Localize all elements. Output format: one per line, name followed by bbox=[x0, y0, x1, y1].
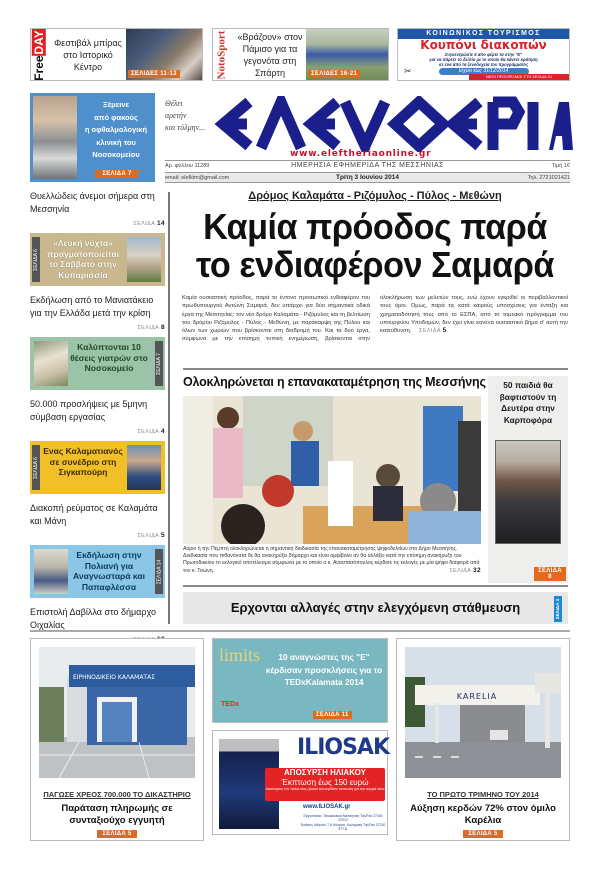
coupon-line2: για να πάρετε το δελτίο με το οποίο θα κάνετε κράτηση bbox=[429, 57, 538, 62]
tedx-logo: TEDx bbox=[221, 701, 239, 708]
column-divider bbox=[168, 192, 170, 624]
main-story-kicker[interactable]: Δρόμος Καλαμάτα - Ριζόμυλος - Πύλος - Μεθώνη bbox=[248, 190, 502, 202]
iliosak-ad[interactable] bbox=[212, 730, 388, 835]
brief-item[interactable]: Επιστολή Δαβίλλα στο δήμαρχο Οιχαλίας bbox=[30, 607, 156, 630]
issue-number: Αρ. φύλλου 11289 bbox=[165, 163, 210, 169]
eye-clinic-text: Ξέμεινε από φακούς η οφθαλμολογική κλινική του Νοσοκομείου bbox=[84, 100, 148, 159]
scissors-icon: ✂ bbox=[404, 66, 412, 76]
court-story[interactable] bbox=[30, 638, 204, 841]
divider bbox=[183, 585, 568, 587]
page-tag: ΣΕΛΙΔΑ 4 bbox=[554, 596, 562, 622]
iliosak-url[interactable]: www.ILIOSAK.gr bbox=[303, 804, 351, 810]
divider bbox=[30, 630, 570, 632]
man-photo bbox=[127, 445, 161, 490]
email[interactable]: email: elefklm@gmail.com bbox=[165, 175, 230, 181]
coupon-valid: Ισχύει έως 31/12/2014 bbox=[439, 68, 529, 75]
teaser-freeday[interactable] bbox=[30, 28, 203, 81]
coupon-footer: ΝΕΟΙ ΠΡΟΟΡΙΣΜΟΙ ΣΤΗ ΣΕΛΙΔΑ 21 bbox=[469, 74, 569, 80]
brief-item[interactable]: 50.000 προσλήψεις με 5μηνη σύμβαση εργασίας ΣΕΛΙΔΑ 4 bbox=[30, 399, 165, 435]
priest-portrait bbox=[495, 440, 561, 544]
tedx-teaser[interactable] bbox=[212, 638, 388, 723]
teaser-box-poliani[interactable]: Εκδήλωση στην Πολιανή για Αναγνωσταρά και Παπαφλέσσα ΣΕΛΙΔΑ 14 bbox=[30, 545, 165, 598]
page-tag: ΣΕΛΙΔΑ 8 bbox=[534, 567, 566, 581]
teaser-notosport[interactable] bbox=[212, 28, 389, 81]
masthead-info-row bbox=[165, 160, 570, 171]
page-tag: ΣΕΛΙΔΑ 5 bbox=[97, 830, 137, 838]
festival-photo bbox=[126, 29, 202, 80]
masthead-subtitle: ΗΜΕΡΗΣΙΑ ΕΦΗΜΕΡΙΔΑ ΤΗΣ ΜΕΣΣΗΝΙΑΣ bbox=[291, 162, 444, 169]
court-kicker: ΠΑΓΩΣΕ ΧΡΕΟΣ 700.000 ΤΟ ΔΙΚΑΣΤΗΡΙΟ bbox=[43, 790, 191, 799]
masthead-date-row bbox=[165, 172, 570, 183]
hospital-photo bbox=[34, 341, 68, 386]
phone: Τηλ. 2721021421 bbox=[527, 175, 570, 181]
brief-item[interactable]: Εκδήλωση από το Μανιατάκειο για την Ελλάδα μετά την κρίση ΣΕΛΙΔΑ 8 bbox=[30, 295, 165, 331]
event-photo bbox=[34, 549, 68, 594]
website-url[interactable]: www.eleftheriaonline.gr bbox=[290, 149, 432, 159]
karelia-photo bbox=[405, 647, 561, 778]
page-tag: ΣΕΛΙΔΕΣ 11-13 bbox=[128, 70, 180, 78]
baptism-headline: 50 παιδιά θα βαφτιστούν τη Δευτέρα στην Καρποφόρα bbox=[499, 380, 557, 425]
brief-item[interactable]: Θυελλώδεις άνεμοι σήμερα στη Μεσσηνία ΣΕΛΙΔΑ 14 bbox=[30, 191, 165, 227]
price: Τιμή 1€ bbox=[551, 163, 570, 169]
left-column bbox=[30, 190, 165, 643]
limits-logo: limits bbox=[219, 645, 261, 665]
teaser-box-white-night[interactable]: ΣΕΛΙΔΑ 6 «Λευκή νύχτα» πραγματοποιείται το Σάββατο στην Κυπαρισσία bbox=[30, 233, 165, 286]
brief-item[interactable]: Διακοπή ρεύματος σε Καλαμάτα και Μάνη ΣΕΛΙΔΑ 5 bbox=[30, 503, 165, 539]
coupon-title: Κουπόνι διακοπών bbox=[420, 38, 547, 52]
page-tag: ΣΕΛΙΔΑ 7 bbox=[95, 170, 139, 178]
town-photo bbox=[127, 237, 161, 282]
teaser-box-doctors[interactable]: Καλύπτονται 10 θέσεις γιατρών στο Νοσοκομείο ΣΕΛΙΔΑ 7 bbox=[30, 337, 165, 390]
football-photo bbox=[306, 29, 388, 80]
notosport-logo: NotoSport bbox=[215, 30, 228, 79]
karelia-sign: KARELIA bbox=[456, 692, 498, 701]
newspaper-logo bbox=[213, 96, 573, 152]
recount-headline[interactable]: Ολοκληρώνεται η επανακαταμέτρηση της Μεσσήνης bbox=[183, 375, 486, 389]
coupon-ad[interactable] bbox=[397, 28, 570, 81]
eye-clinic-teaser[interactable] bbox=[30, 93, 155, 182]
baptism-story[interactable] bbox=[488, 376, 568, 583]
recount-photo bbox=[183, 396, 481, 544]
main-story-lead: Καμία ουσιαστική πρόοδος, παρά το έντονο προσωπικό ενδιαφέρον του πρωθυπουργού Αντώνη Σαμαρά, δεν υπάρχει για δύο σημαντικά οδικά έργα της Μεσσηνίας: τον νέο δρόμο Καλαμάτα - Ριζόμυλος και τη βελτίωση του δρόμου Ριζόμυλος - Πύλος - Μεθώνη, με παράκαμψη της Πύλου και όλων των χωριών που βρίσκονται στη διαδρομή του. Και τα δύο έργα, σύμφωνα με την επίσημη τυπική ενημέρωση, βρίσκονται στην ολοκλήρωση των μελετών τους, ενώ έχουν εγκριθεί οι περιβαλλοντικοί τους όροι. Ομως, παρά τις κατά καιρούς υποσχέσεις για ένταξη και χρηματοδότησή τους από το ΕΣΠΑ, από το τομεακό πρόγραμμα του υπουργείου Υποδομών, δεν έχει γίνει κανένα ουσιαστικό βήμα σ' αυτή την κατεύθυνση. ΣΕΛΙΔΑ 5 bbox=[182, 295, 568, 343]
tedx-text: 10 αναγνώστες της "Ε" κέρδισαν προσκλήσεις για το TEDxKalamata 2014 bbox=[265, 652, 383, 687]
karelia-story[interactable] bbox=[396, 638, 570, 841]
issue-date: Τρίτη 3 Ιουνίου 2014 bbox=[336, 174, 399, 181]
page-tag: ΣΕΛΙΔΕΣ 16-21 bbox=[308, 70, 360, 78]
court-sign: ΕΙΡΗΝΟΔΙΚΕΙΟ ΚΑΛΑΜΑΤΑΣ bbox=[73, 674, 155, 681]
coupon-header: ΚΟΙΝΩΝΙΚΟΣ ΤΟΥΡΙΣΜΟΣ bbox=[398, 29, 569, 39]
eye-exam-photo bbox=[33, 96, 77, 179]
iliosak-address: Εργοστάσιο: Τσουκαλέικα Μεσσηνίας Τηλ/Fax 27240 22012 Έκθεση: Αθηνών 7 & Κύπρου, Καλαμάτα Τηλ/Fax 27210 97711 bbox=[300, 814, 386, 832]
karelia-title: Αύξηση κερδών 72% στον όμιλο Καρέλια bbox=[410, 803, 556, 826]
motto: Θέλει αρετήν και τόλμην... bbox=[165, 99, 206, 132]
parking-banner[interactable]: Ερχονται αλλαγές στην ελεγχόμενη στάθμευση ΣΕΛΙΔΑ 4 bbox=[183, 592, 568, 624]
iliosak-offer: ΑΠΟΣΥΡΣΗ ΗΛΙΑΚΟΥ Έκπτωση έως 150 ευρώ Αποσύρετε τον παλιό σας ηλιακό και κερδίστε έκπτωση για την αγορά νέου bbox=[265, 768, 385, 801]
court-title: Παράταση πληρωμής σε συνταξιούχο εγγυητή bbox=[61, 803, 173, 826]
coupon-line3: σε ένα από τα ξενοδοχεία του προγράμματος bbox=[438, 62, 529, 67]
page-tag: ΣΕΛΙΔΑ 11 bbox=[313, 711, 352, 719]
teaser-text: «Βράζουν» στον Πάμισο για τα γεγονότα στη Σπάρτη bbox=[237, 32, 303, 78]
divider bbox=[183, 368, 568, 370]
coupon-line1: Συγκεντρώστε 5 απο φέρτε τα στην "Ε" bbox=[444, 52, 523, 57]
teaser-box-singapore[interactable]: ΣΕΛΙΔΑ 6 Ενας Καλαματιανός σε συνέδριο στη Σιγκαπούρη bbox=[30, 441, 165, 494]
freeday-logo: FreeDAY bbox=[32, 29, 46, 81]
iliosak-logo: ILIOSAK bbox=[297, 735, 390, 760]
photo-caption: Αύριο ή την Πέμπτη ολοκληρώνεται η σημαντική διαδικασία της επανακαταμέτρησης ψηφοδελτίων στο Δήμο Μεσσήνης. Διαδικασία που πιθανόνατα δε θα ανακηρύξει δήμαρχο και είναι αμφίβολο αν θα αλλάξει κατά την επίσημη ανακήρυξη του Πρωτοδικείου το εκλογικό αποτέλεσμα σύμφωνα με το οποίο ο κ. Αναστασόπουλος κέρδισε τις εκλογές με μία ψήφο διαφορά από τον κ. Τσώνη. ΣΕΛΙΔΑ 32 bbox=[183, 546, 481, 574]
teaser-text: Φεστιβάλ μπίρας στο Ιστορικό Κέντρο bbox=[54, 38, 122, 72]
karelia-kicker: ΤΟ ΠΡΩΤΟ ΤΡΙΜΗΝΟ ΤΟΥ 2014 bbox=[427, 790, 539, 799]
main-headline[interactable]: Καμία πρόοδος παρά το ενδιαφέρον Σαμαρά bbox=[196, 206, 554, 285]
courthouse-photo bbox=[39, 647, 195, 778]
page-tag: ΣΕΛΙΔΑ 5 bbox=[463, 830, 503, 838]
